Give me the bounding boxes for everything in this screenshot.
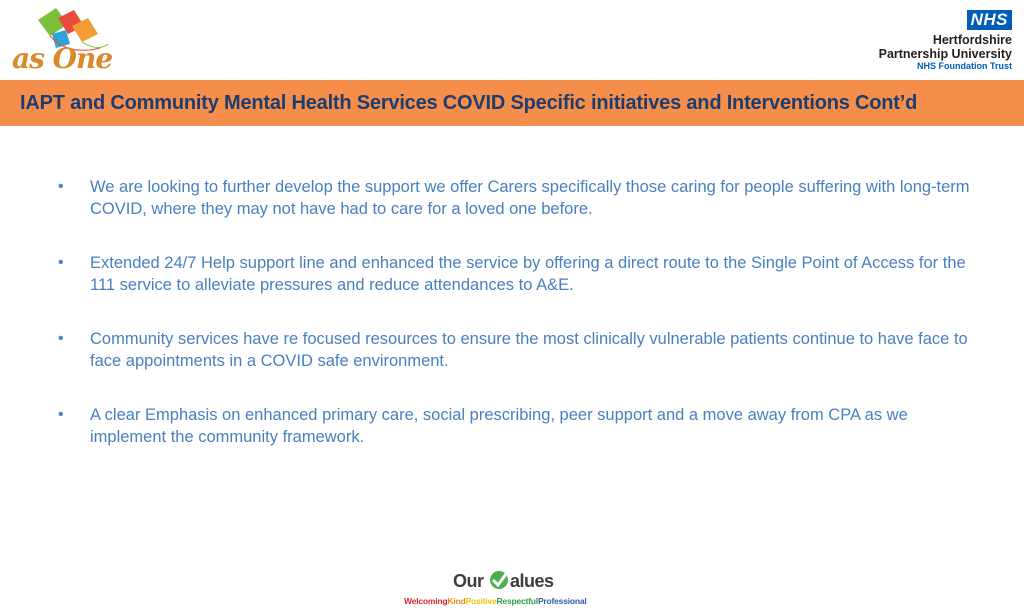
check-icon <box>488 570 510 590</box>
our-values-logo <box>400 568 620 608</box>
value-word-respectful: Respectful <box>496 596 538 606</box>
bullet-marker: • <box>58 254 64 271</box>
bullet-marker: • <box>58 178 64 195</box>
nhs-trust-name-line2: Partnership University <box>878 47 1012 61</box>
nhs-trust-name-line1: Hertfordshire <box>932 33 1012 47</box>
bullet-text: Community services have re focused resources to ensure the most clinically vulnerable patients continue to have face to face appointments in a COVID safe environment. <box>90 330 968 370</box>
bullet-text: A clear Emphasis on enhanced primary care, social prescribing, peer support and a move away from CPA as we implement the community framework. <box>90 406 908 446</box>
list-item <box>58 176 978 220</box>
value-word-positive: Positive <box>465 596 497 606</box>
bullet-text: Extended 24/7 Help support line and enhanced the service by offering a direct route to the Single Point of Access for the 111 service to alleviate pressures and reduce attendances to A&E. <box>90 254 966 294</box>
nhs-badge: NHS <box>967 10 1012 30</box>
our-values-prefix: Our <box>453 571 489 591</box>
list-item <box>58 328 978 372</box>
title-band <box>0 80 1024 126</box>
bullet-list <box>58 176 978 480</box>
value-word-welcoming: Welcoming <box>404 596 448 606</box>
as-one-logo <box>8 4 118 76</box>
our-values-title <box>453 570 554 592</box>
bullet-marker: • <box>58 330 64 347</box>
bullet-text: We are looking to further develop the support we offer Carers specifically those caring for people suffering with long-term COVID, where they may not have had to care for a loved one before. <box>90 178 970 218</box>
list-item <box>58 252 978 296</box>
bullet-marker: • <box>58 406 64 423</box>
nhs-trust-logo <box>842 10 1012 72</box>
value-word-kind: Kind <box>447 596 466 606</box>
as-one-logo-text: as One <box>12 42 113 75</box>
values-words <box>404 596 587 606</box>
list-item <box>58 404 978 448</box>
page-title: IAPT and Community Mental Health Services COVID Specific initiatives and Interventions Cont’d <box>20 91 918 114</box>
value-word-professional: Professional <box>537 596 587 606</box>
our-values-suffix: alues <box>510 571 554 591</box>
nhs-foundation-trust-label: NHS Foundation Trust <box>917 61 1012 71</box>
